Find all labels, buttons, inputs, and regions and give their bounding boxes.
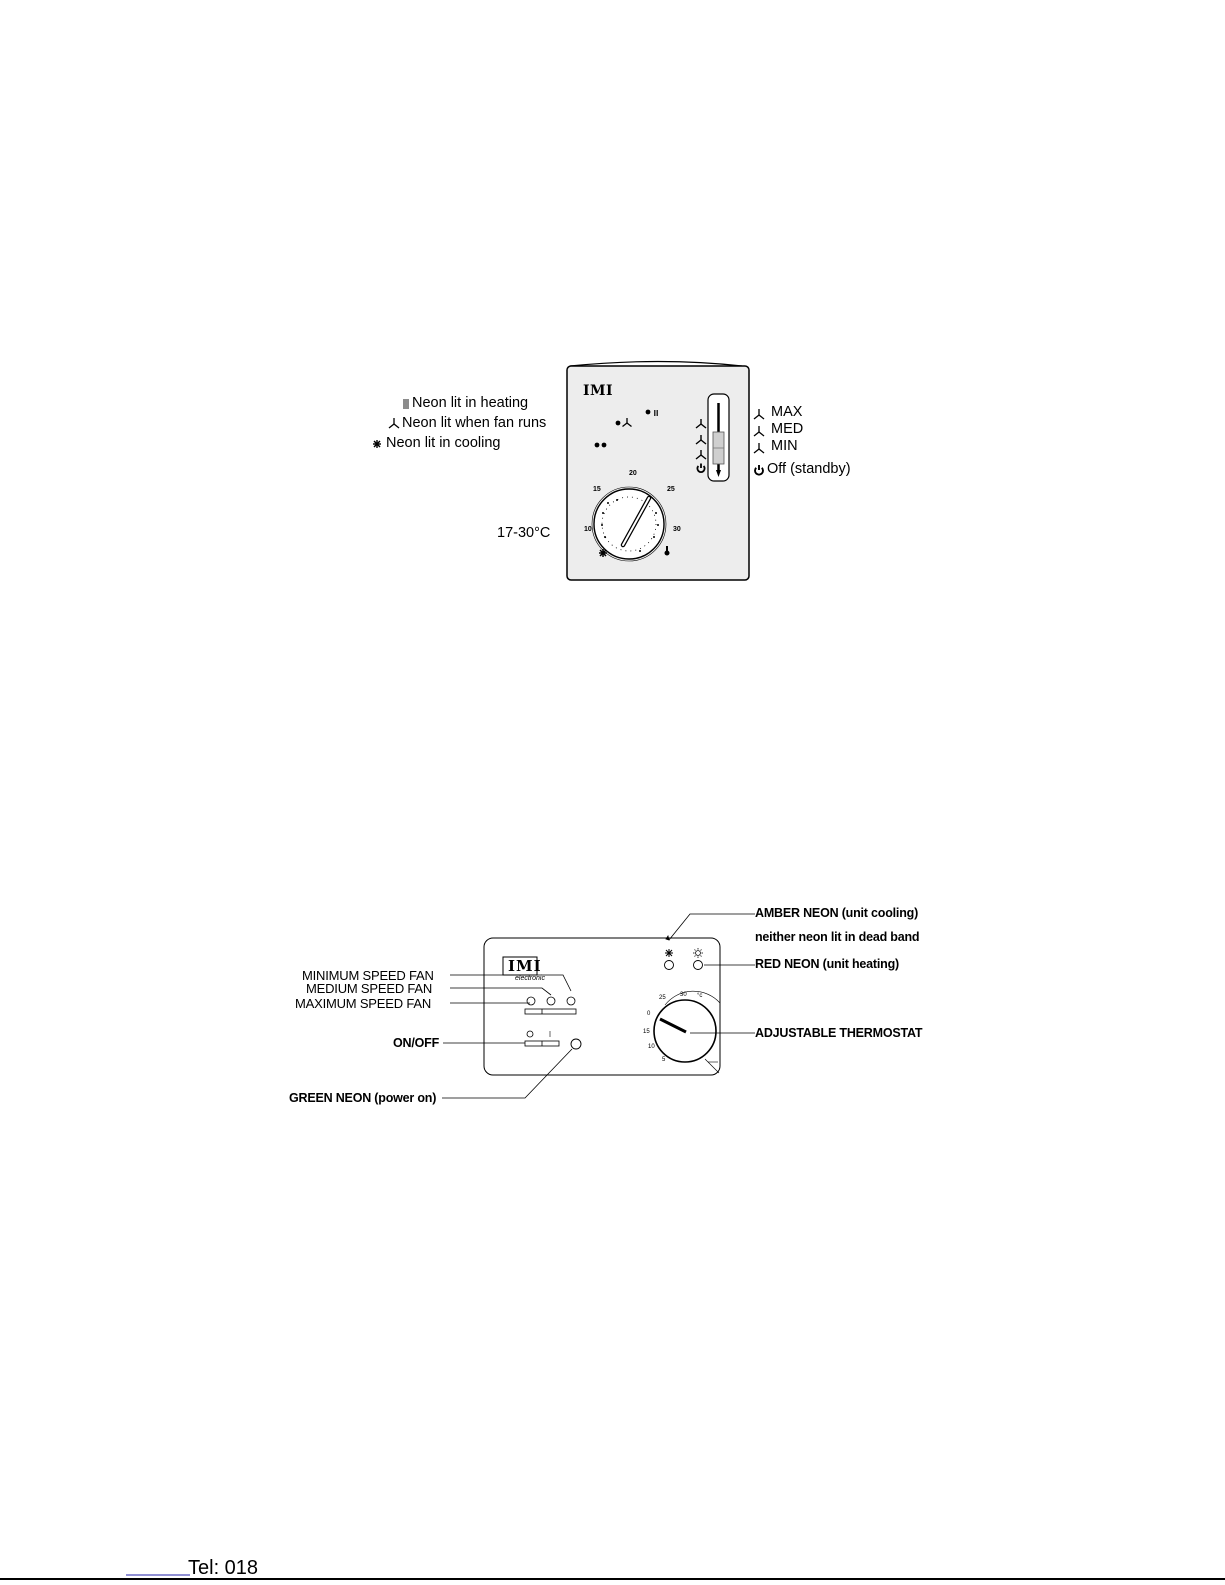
label-max: MAX [771, 404, 803, 420]
label-dead-band: neither neon lit in dead band [755, 930, 920, 944]
label-power-icon [755, 465, 763, 475]
panel2-brand-sub: electronic [515, 975, 545, 982]
label-fan-max-icon [754, 409, 764, 419]
label-fan-runs: Neon lit when fan runs [402, 415, 547, 431]
label-medium-speed-fan: MEDIUM SPEED FAN [306, 981, 433, 996]
red-neon [694, 961, 703, 970]
fan-neon [616, 421, 621, 426]
dial2-tick-10: 10 [648, 1044, 655, 1050]
label-adjustable-thermostat: ADJUSTABLE THERMOSTAT [755, 1026, 923, 1040]
label-on-off: ON/OFF [393, 1036, 440, 1050]
label-minimum-speed-fan: MINIMUM SPEED FAN [302, 968, 434, 983]
dial1-tick-30: 30 [673, 526, 681, 533]
dial1-tick-25: 25 [667, 486, 675, 493]
cooling-neon [595, 443, 600, 448]
fan-med-speed-icon [547, 997, 555, 1005]
label-temperature-range: 17-30°C [497, 525, 551, 541]
cooling-neon-2 [602, 443, 607, 448]
heating-neon [646, 410, 651, 415]
label-amber-neon: AMBER NEON (unit cooling) [755, 906, 919, 920]
dial1-tick-10: 10 [584, 526, 592, 533]
green-neon [571, 1039, 581, 1049]
label-min: MIN [771, 438, 798, 454]
panel2-brand: IMI [508, 957, 542, 975]
label-fan-med-icon [754, 426, 764, 436]
dial2-tick-5: 5 [662, 1057, 666, 1063]
label-maximum-speed-fan: MAXIMUM SPEED FAN [295, 996, 432, 1011]
fan-max-speed-icon [567, 997, 575, 1005]
label-med: MED [771, 421, 804, 437]
fan-speed-switch [525, 1009, 576, 1014]
dial2-tick-unit: °c [697, 993, 703, 999]
amber-neon [665, 961, 674, 970]
label-fan-min-icon [754, 443, 764, 453]
dial1-tick-20: 20 [629, 470, 637, 477]
label-cooling: Neon lit in cooling [386, 435, 501, 451]
label-heating: Neon lit in heating [412, 395, 529, 411]
label-snowflake-icon [373, 440, 381, 448]
footer-tel: Tel: 018 [188, 1557, 259, 1579]
dial2-tick-0: 0 [647, 1011, 651, 1017]
panel1-brand: IMI [583, 383, 614, 399]
label-fan-icon [389, 418, 399, 428]
label-off-standby: Off (standby) [767, 461, 851, 477]
dial2-tick-25: 25 [659, 995, 666, 1001]
dial2-tick-30: 30 [680, 992, 687, 998]
dial2-tick-15: 15 [643, 1029, 650, 1035]
fan-min-speed-icon [527, 997, 535, 1005]
label-heating-icon [404, 399, 408, 409]
snowflake-icon [599, 549, 607, 557]
dial1-tick-15: 15 [593, 486, 601, 493]
snowflake-icon [665, 949, 673, 957]
label-red-neon: RED NEON (unit heating) [755, 957, 900, 971]
label-green-neon: GREEN NEON (power on) [289, 1091, 437, 1105]
